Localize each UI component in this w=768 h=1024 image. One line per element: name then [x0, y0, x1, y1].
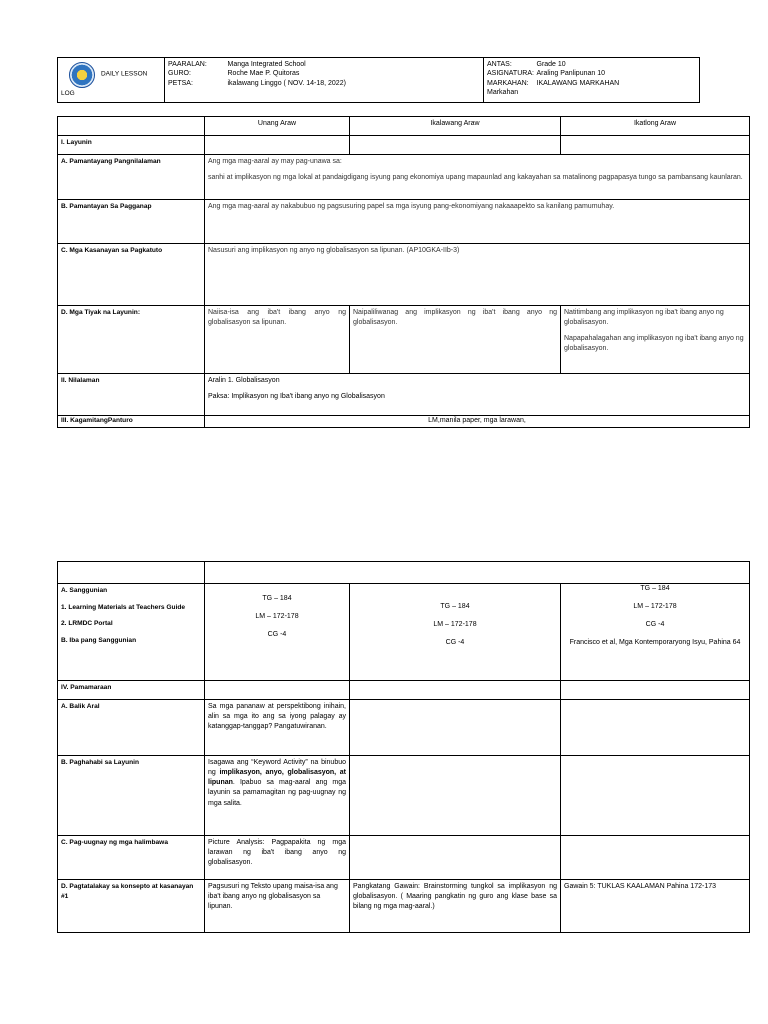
nilalaman-label: II. Nilalaman: [58, 374, 205, 416]
tg-day-2: TG – 184: [440, 603, 470, 610]
tiyak-layunin-day-1: Naiisa-isa ang iba't ibang anyo ng globalisasyon sa lipunan.: [205, 306, 350, 374]
empty-cell: [58, 117, 205, 136]
paghahabi-label: B. Paghahabi sa Layunin: [58, 756, 205, 836]
deped-seal-icon: [69, 62, 95, 88]
sanggunian-label: A. Sanggunian: [61, 587, 108, 594]
sanggunian-label-cell: [58, 584, 205, 681]
paksa-title: Paksa: Implikasyon ng Iba't ibang anyo ng Globalisasyon: [208, 393, 385, 401]
kagamitang-panturo-text: LM,manila paper, mga larawan,: [205, 416, 750, 428]
pagtatalakay-day-1: Pagsusuri ng Teksto upang maisa-isa ang iba't ibang anyo ng globalisasyon sa lipunan.: [205, 880, 350, 933]
petsa-value: ikalawang Linggo ( NOV. 14-18, 2022): [227, 79, 346, 87]
tiyak-layunin-day-2: Naipaliliwanag ang implikasyon ng iba't ibang anyo ng globalisasyon.: [350, 306, 561, 374]
guro-label: GURO:: [168, 70, 191, 78]
pagtatalakay-day-3: Gawain 5: TUKLAS KAALAMAN Pahina 172-173: [561, 880, 750, 933]
petsa-label: PETSA:: [168, 79, 193, 87]
cg-day-2: CG -4: [445, 639, 465, 647]
tiyak-layunin-day-3-b: Napapahalagahan ang implikasyon ng iba't ibang anyo ng globalisasyon.: [564, 335, 744, 353]
layunin-label: I. Layunin: [58, 136, 205, 155]
pamantayan-sa-pagganap-label: B. Pamantayan Sa Pagganap: [58, 200, 205, 244]
tg-day-1: TG – 184: [262, 595, 292, 602]
markahan-value: IKALAWANG MARKAHAN: [536, 79, 620, 87]
logo-text: DAILY LESSON LOG: [61, 70, 148, 97]
lesson-table-2: [57, 561, 750, 933]
tiyak-layunin-day-3: [561, 306, 750, 374]
antas-value: Grade 10: [536, 61, 566, 68]
day-1-header: Unang Araw: [205, 117, 350, 136]
lm-day-3: LM – 172-178: [633, 603, 677, 611]
pagtatalakay-label: D. Pagtatalakay sa konsepto at kasanayan #1: [58, 880, 205, 933]
other-reference: Francisco et al, Mga Kontemporaryong Isyu, Pahina 64: [569, 639, 741, 647]
pangnilalaman-line-1: Ang mga mag-aaral ay may pag-unawa sa:: [208, 158, 342, 165]
cg-day-1: CG -4: [267, 631, 287, 639]
sanggunian-day-1: [205, 584, 350, 681]
lrmdc-portal-label: 2. LRMDC Portal: [61, 620, 113, 628]
pamantayang-pangnilalaman-label: A. Pamantayang Pangnilalaman: [58, 155, 205, 200]
balik-aral-text: Sa mga pananaw at perspektibong inihain, alin sa mga ito ang sa iyong palagay ay katanggap-tanggap? Pangatuwiranan.: [205, 700, 350, 756]
day-3-header: Ikatlong Araw: [561, 117, 750, 136]
paghahabi-text-pre: Isagawa ang “Keyword Activity” na binubuo ng: [208, 759, 346, 777]
learning-materials-label: 1. Learning Materials at Teachers Guide: [61, 603, 186, 611]
markahan-label-2: Markahan: [487, 89, 519, 97]
paghahabi-cell: [205, 756, 350, 836]
pamantayan-sa-pagganap-text: Ang mga mag-aaral ay nakabubuo ng pagsusuring papel sa mga isyung pang-ekonomiyang nakaaapekto sa kanilang pamumuhay.: [205, 200, 750, 244]
pag-uugnay-text: Picture Analysis: Pagpapakita ng mga larawan ng iba't ibang anyo ng globalisasyon.: [205, 836, 350, 880]
nilalaman-cell: [205, 374, 750, 416]
paghahabi-keywords: implikasyon, anyo, globalisasyon, at lipunan: [208, 769, 347, 787]
kasanayan-label: C. Mga Kasanayan sa Pagkatuto: [58, 244, 205, 306]
logo-cell: [58, 58, 165, 103]
asignatura-label: ASIGNATURA:: [487, 70, 534, 78]
pag-uugnay-label: C. Pag-uugnay ng mga halimbawa: [58, 836, 205, 880]
kasanayan-text: Nasusuri ang implikasyon ng anyo ng globalisasyon sa lipunan. (AP10GKA-IIb-3): [205, 244, 750, 306]
tiyak-na-layunin-label: D. Mga Tiyak na Layunin:: [58, 306, 205, 374]
markahan-label: MARKAHAN:: [487, 79, 529, 87]
kagamitang-panturo-label: III. KagamitangPanturo: [58, 416, 205, 428]
lm-day-2: LM – 172-178: [433, 621, 477, 629]
paaralan-label: PAARALAN:: [168, 61, 207, 68]
lm-day-1: LM – 172-178: [255, 613, 299, 621]
asignatura-value: Araling Panlipunan 10: [536, 70, 605, 78]
balik-aral-label: A. Balik Aral: [58, 700, 205, 756]
sanggunian-day-2: [350, 584, 561, 681]
day-2-header: Ikalawang Araw: [350, 117, 561, 136]
sanggunian-day-3: [561, 584, 750, 681]
guro-value: Roche Mae P. Quitoras: [227, 70, 300, 78]
pamantayang-pangnilalaman-cell: [205, 155, 750, 200]
antas-label: ANTAS:: [487, 61, 512, 68]
iba-pang-sanggunian-label: B. Iba pang Sanggunian: [61, 636, 137, 644]
lesson-table-1: [57, 116, 750, 428]
header-table: [57, 57, 700, 103]
pangnilalaman-line-2: sanhi at implikasyon ng mga lokal at pandaigdigang isyung pang ekonomiya upang mapaunlad ang kakayahan sa matalinong pagpapasya tungo sa pambansang kaunlaran.: [208, 174, 743, 182]
aralin-title: Aralin 1. Globalisasyon: [208, 377, 280, 384]
pamamaraan-label: IV. Pamamaraan: [58, 681, 205, 700]
cg-day-3: CG -4: [645, 621, 665, 629]
tiyak-layunin-day-3-a: Natitimbang ang implikasyon ng iba't ibang anyo ng globalisasyon.: [564, 309, 724, 327]
pagtatalakay-day-2: Pangkatang Gawain: Brainstorming tungkol sa implikasyon ng globalisasyon. ( Maaring pangkatin ng guro ang klase base sa bilang ng mga mag-aaral.): [350, 880, 561, 933]
paaralan-value: Manga Integrated School: [227, 61, 306, 68]
tg-day-3: TG – 184: [640, 585, 670, 592]
paghahabi-text-post: . Ipabuo sa mag-aaral ang mga layunin sa pamamagitan ng pag-uugnay ng mga salita.: [208, 779, 346, 807]
